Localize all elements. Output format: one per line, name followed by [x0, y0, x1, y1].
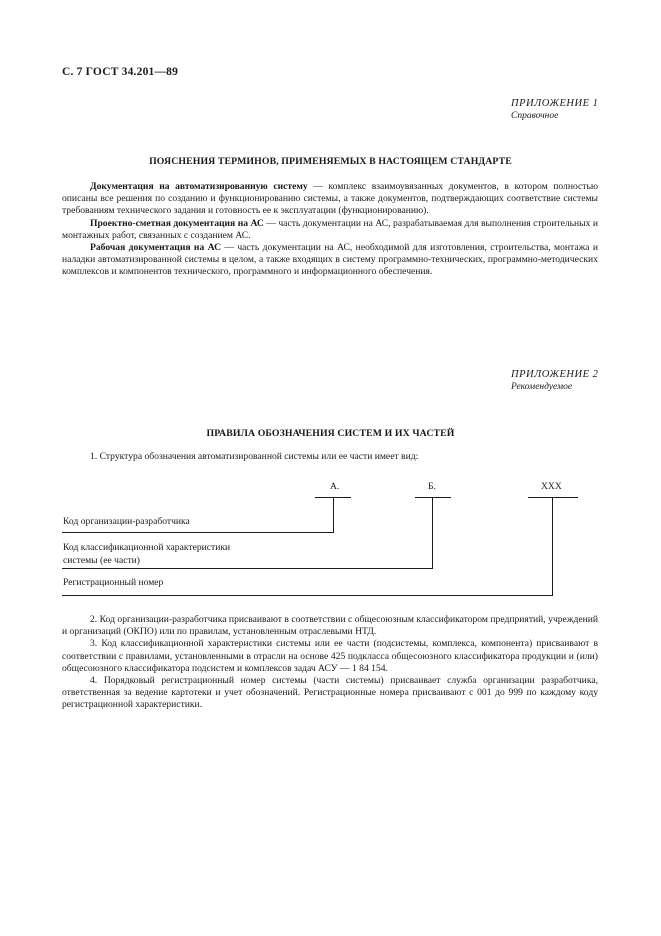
code-xxx-underline	[528, 497, 578, 498]
connector-b	[432, 497, 433, 569]
code-b-underline	[415, 497, 451, 498]
term-paragraph	[62, 181, 598, 218]
connector-xxx	[552, 497, 553, 596]
appendix2-label	[511, 368, 599, 394]
term-name: Рабочая документация на АС	[90, 242, 221, 254]
page-header: С. 7 ГОСТ 34.201—89	[62, 66, 179, 78]
label-registration-number: Регистрационный номер	[63, 577, 164, 588]
label-classification-code: Код классификационной характеристики	[63, 542, 231, 553]
connector-a	[333, 497, 334, 532]
term-name: Документация на автоматизированную систему	[90, 181, 308, 192]
appendix1-heading: ПОЯСНЕНИЯ ТЕРМИНОВ, ПРИМЕНЯЕМЫХ В НАСТОЯЩЕМ СТАНДАРТЕ	[149, 156, 512, 167]
code-b: Б.	[428, 481, 436, 492]
appendix1-label	[511, 97, 599, 123]
label-classification-code-2: системы (ее части)	[63, 555, 140, 566]
term-definition: — комплекс взаимоувязанных документов, в котором полностью описаны все решения по созданию и функционированию системы, а также документов, подтверждающих соответствие системы требованиям технического задания и готовность ее к эксплуатации (функционированию).	[62, 181, 599, 217]
label-developer-code: Код организации-разработчика	[63, 516, 190, 527]
term-definition: — часть документации на АС, необходимой для изготовления, строительства, монтажа и наладки автоматизированной системы в целом, а также входящих в систему программно-технических, программно-методических комплексов и компонентов технического, программного и информационного обеспечения.	[62, 242, 598, 278]
label-developer-line	[62, 532, 334, 533]
rule-paragraph: 4. Порядковый регистрационный номер системы (части системы) присваивает служба организации разработчика, ответственная за ведение картотеки и учет обозначений. Регистрационные номера присваивают с 001 до 999 по каждому коду регистрационной характеристики.	[62, 675, 598, 711]
label-classification-line	[62, 568, 433, 569]
appendix2-subtitle: Рекомендуемое	[511, 382, 573, 392]
appendix1-title: ПРИЛОЖЕНИЕ 1	[511, 98, 599, 109]
appendix2-title: ПРИЛОЖЕНИЕ 2	[511, 369, 599, 380]
appendix2-intro	[62, 451, 598, 463]
appendix2-rules	[62, 614, 598, 712]
appendix1-subtitle: Справочное	[511, 111, 559, 121]
code-a: А.	[330, 481, 340, 492]
term-definition: — часть документации на АС, разрабатываемая для выполнения строительных и монтажных работ, связанных с созданием АС.	[62, 217, 598, 241]
rule-paragraph: 3. Код классификационной характеристики системы или ее части (подсистемы, комплекса, компонента) присваивают в соответствии с правилами, установленными в отрасли на основе 425 подкласса общесоюзного классификатора продукции и (или) общесоюзного классификатора подсистем и комплексов задач АСУ — 1 84 154.	[62, 638, 598, 674]
intro-paragraph: 1. Структура обозначения автоматизированной системы или ее части имеет вид:	[90, 451, 419, 462]
code-xxx: ХХХ	[541, 481, 562, 492]
label-registration-line	[62, 595, 553, 596]
rule-paragraph: 2. Код организации-разработчика присваивают в соответствии с общесоюзным классификатором предприятий, учреждений и организаций (ОКПО) или по правилам, установленным отраслевыми НТД.	[62, 614, 598, 638]
term-paragraph	[62, 218, 598, 242]
appendix2-heading: ПРАВИЛА ОБОЗНАЧЕНИЯ СИСТЕМ И ИХ ЧАСТЕЙ	[206, 428, 455, 439]
appendix1-terms	[62, 181, 598, 279]
term-paragraph	[62, 242, 598, 279]
term-name: Проектно-сметная документация на АС	[90, 217, 264, 229]
